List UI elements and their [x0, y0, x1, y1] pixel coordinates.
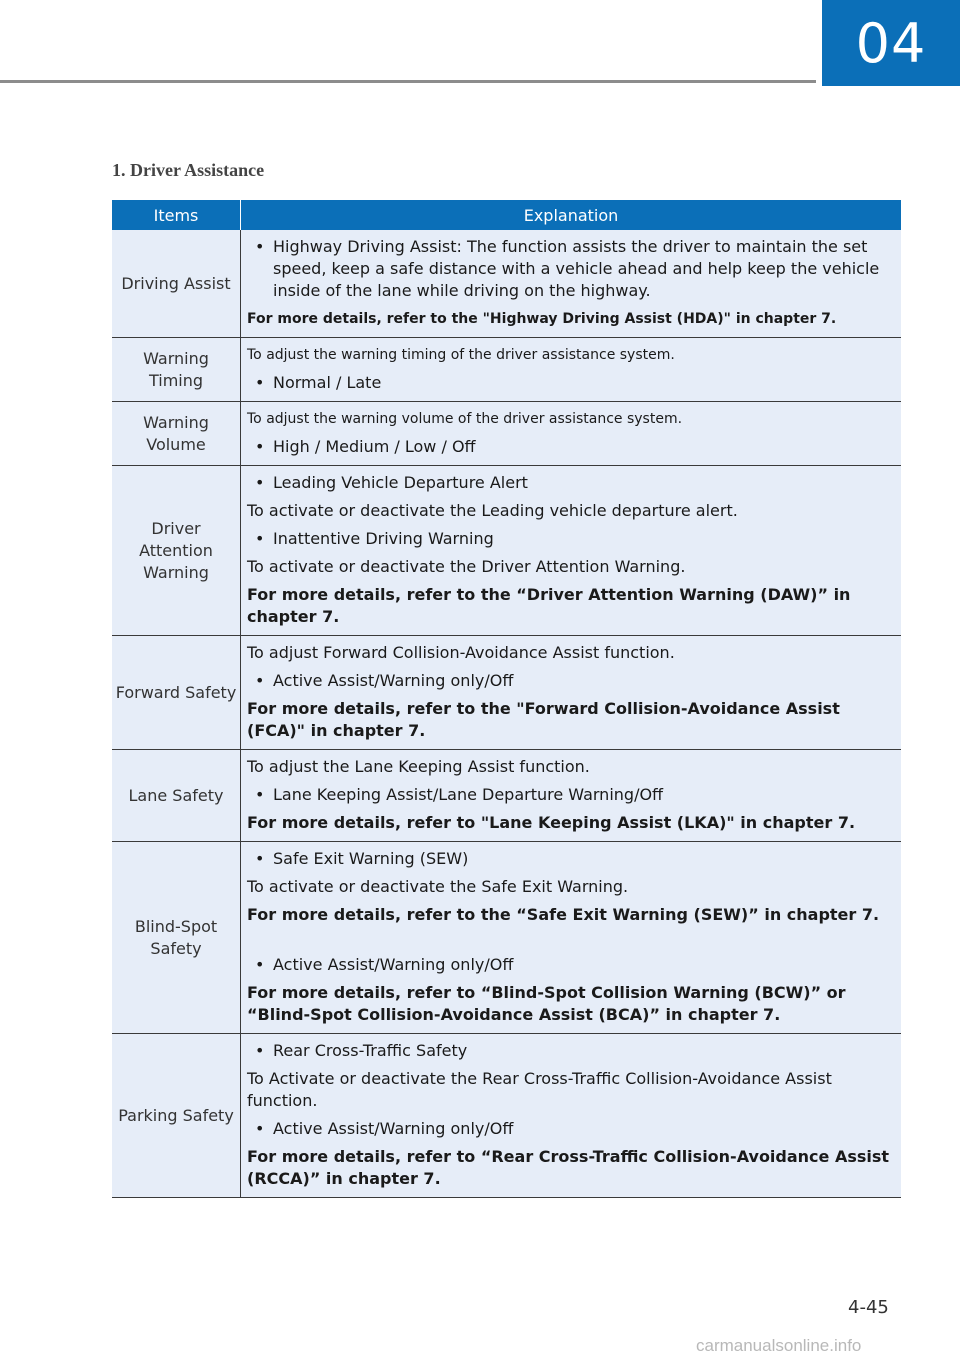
explanation-cell — [241, 750, 902, 842]
explanation-cell — [241, 636, 902, 750]
explanation-text: To adjust the warning timing of the driver assistance system. — [247, 347, 675, 363]
spacer — [247, 932, 895, 954]
explanation-text: To adjust Forward Collision-Avoidance Assist function. — [247, 643, 675, 662]
bullet-item: • Normal / Late — [247, 372, 895, 394]
item-name-cell: Lane Safety — [112, 750, 241, 842]
reference-note: For more details, refer to "Lane Keeping Assist (LKA)" in chapter 7. — [247, 813, 856, 832]
explanation-cell — [241, 1034, 902, 1198]
table-row — [112, 750, 901, 842]
reference-note: For more details, refer to the "Forward Collision-Avoidance Assist (FCA)" in chapter 7. — [247, 699, 840, 740]
bullet-item: • Active Assist/Warning only/Off — [247, 1118, 895, 1140]
explanation-cell — [241, 466, 902, 636]
reference-note: For more details, refer to “Blind-Spot Collision Warning (BCW)” or “Blind-Spot Collision-Avoidance Assist (BCA)” in chapter 7. — [247, 983, 846, 1024]
explanation-cell — [241, 338, 902, 402]
bullet-item: • Active Assist/Warning only/Off — [247, 670, 895, 692]
table-row — [112, 230, 901, 338]
table-header-row — [112, 200, 901, 230]
explanation-cell — [241, 842, 902, 1034]
bullet-item: • Highway Driving Assist: The function assists the driver to maintain the set speed, keep a safe distance with a vehicle ahead and help keep the vehicle inside of the lane while driving on the highway. — [247, 236, 895, 302]
item-name-cell: Warning Timing — [112, 338, 241, 402]
reference-note: For more details, refer to the “Safe Exit Warning (SEW)” in chapter 7. — [247, 905, 880, 924]
explanation-text: To activate or deactivate the Leading vehicle departure alert. — [247, 501, 738, 520]
driver-assistance-table — [112, 200, 901, 1198]
column-header-explanation: Explanation — [241, 200, 902, 230]
section-title: 1. Driver Assistance — [112, 160, 265, 180]
explanation-cell — [241, 402, 902, 466]
item-name-cell: Driver Attention Warning — [112, 466, 241, 636]
bullet-item: • Lane Keeping Assist/Lane Departure Warning/Off — [247, 784, 895, 806]
item-name-cell: Forward Safety — [112, 636, 241, 750]
explanation-text: To activate or deactivate the Safe Exit Warning. — [247, 877, 629, 896]
explanation-text: To Activate or deactivate the Rear Cross-Traffic Collision-Avoidance Assist function. — [247, 1069, 832, 1110]
item-name-cell: Blind-Spot Safety — [112, 842, 241, 1034]
reference-note: For more details, refer to the “Driver Attention Warning (DAW)” in chapter 7. — [247, 585, 851, 626]
reference-note: For more details, refer to “Rear Cross-Traffic Collision-Avoidance Assist (RCCA)” in chapter 7. — [247, 1147, 890, 1188]
table-row — [112, 1034, 901, 1198]
bullet-item: • Inattentive Driving Warning — [247, 528, 895, 550]
watermark: carmanualsonline.info — [696, 1336, 862, 1355]
item-name-cell: Warning Volume — [112, 402, 241, 466]
bullet-item: • Leading Vehicle Departure Alert — [247, 472, 895, 494]
chapter-number: 04 — [855, 11, 927, 75]
table-row — [112, 338, 901, 402]
table-row — [112, 842, 901, 1034]
reference-note: For more details, refer to the "Highway Driving Assist (HDA)" in chapter 7. — [247, 311, 837, 327]
column-header-items: Items — [112, 200, 241, 230]
table-row — [112, 636, 901, 750]
item-name-cell: Parking Safety — [112, 1034, 241, 1198]
explanation-text: To activate or deactivate the Driver Attention Warning. — [247, 557, 686, 576]
explanation-text: To adjust the Lane Keeping Assist function. — [247, 757, 590, 776]
page-number: 4-45 — [848, 1297, 889, 1318]
item-name-cell: Driving Assist — [112, 230, 241, 338]
bullet-item: • Rear Cross-Traffic Safety — [247, 1040, 895, 1062]
bullet-item: • Active Assist/Warning only/Off — [247, 954, 895, 976]
table-body — [112, 230, 901, 1198]
chapter-tab — [822, 0, 960, 86]
bullet-item: • High / Medium / Low / Off — [247, 436, 895, 458]
explanation-cell — [241, 230, 902, 338]
table-row — [112, 402, 901, 466]
bullet-item: • Safe Exit Warning (SEW) — [247, 848, 895, 870]
table-row — [112, 466, 901, 636]
header-rule — [0, 80, 816, 83]
explanation-text: To adjust the warning volume of the driver assistance system. — [247, 411, 683, 427]
